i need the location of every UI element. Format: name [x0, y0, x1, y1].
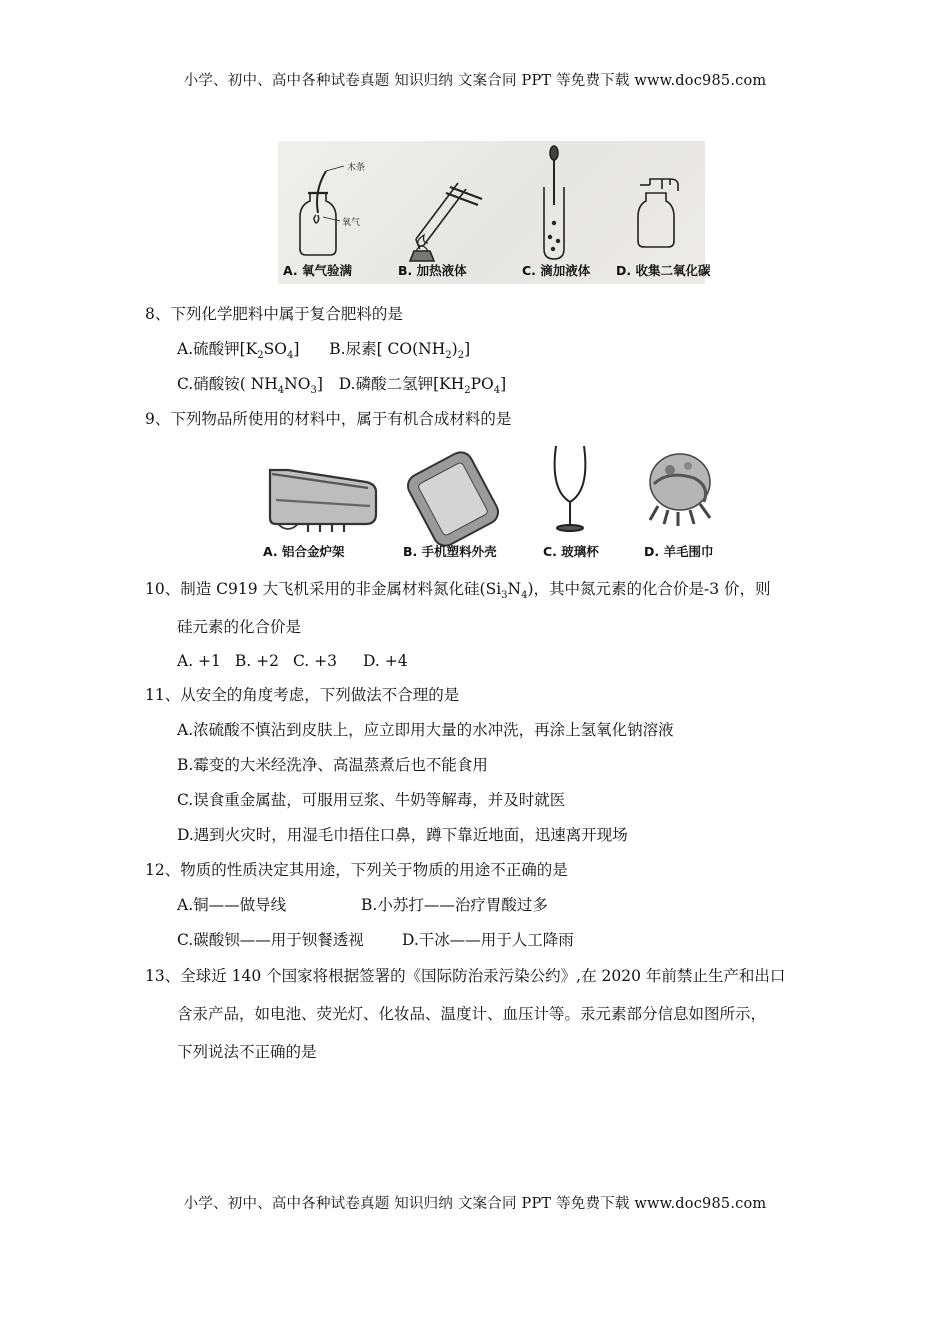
q13-stem-line3: 下列说法不正确的是 [177, 1043, 317, 1061]
q12-option-b: B.小苏打——治疗胃酸过多 [361, 896, 548, 914]
q11-option-a: A.浓硫酸不慎沾到皮肤上，应立即用大量的水冲洗，再涂上氢氧化钠溶液 [177, 721, 674, 739]
wool-scarf-icon [650, 454, 710, 526]
gas-bottle-icon [638, 179, 678, 247]
q10-option-b: B. +2 [234, 652, 279, 670]
q11-option-d: D.遇到火灾时，用湿毛巾捂住口鼻，蹲下靠近地面，迅速离开现场 [177, 826, 628, 844]
stove-rack-icon [270, 470, 376, 532]
page-header: 小学、初中、高中各种试卷真题 知识归纳 文案合同 PPT 等免费下载 www.doc985.com [183, 73, 767, 89]
q11-option-b: B.霉变的大米经洗净、高温蒸煮后也不能食用 [177, 756, 488, 774]
caption-d: D. 收集二氧化碳 [616, 263, 711, 278]
q13-stem-line2: 含汞产品，如电池、荧光灯、化妆品、温度计、血压计等。汞元素部分信息如图所示， [177, 1005, 767, 1023]
q8-option-b: B.尿素[ $CO(NH_2)_2$] [329, 340, 471, 362]
q11-option-c: C.误食重金属盐，可服用豆浆、牛奶等解毒，并及时就医 [177, 791, 566, 809]
q10-option-d: D. +4 [363, 652, 408, 670]
q8-option-d: D.磷酸二氢钾$[KH_2PO_4]$ [338, 375, 507, 397]
q9-caption-a: A. 铝合金炉架 [263, 544, 345, 559]
stick-label: 木条 [347, 163, 366, 173]
q9-caption-d: D. 羊毛围巾 [644, 544, 714, 559]
q9-stem: 9、下列物品所使用的材料中，属于有机合成材料的是 [145, 410, 512, 428]
lab-apparatus-figure [278, 141, 711, 284]
q12-option-a: A.铜——做导线 [177, 896, 287, 914]
caption-b: B. 加热液体 [398, 263, 467, 278]
q11-stem: 11、从安全的角度考虑，下列做法不合理的是 [145, 686, 460, 704]
heating-tube-icon [410, 183, 482, 261]
q12-stem: 12、物质的性质决定其用途，下列关于物质的用途不正确的是 [145, 861, 568, 879]
q8-stem: 8、下列化学肥料中属于复合肥料的是 [145, 305, 403, 323]
q12-option-d: D.干冰——用于人工降雨 [402, 931, 574, 949]
q10-stem-line2: 硅元素的化合价是 [177, 618, 302, 636]
q9-caption-b: B. 手机塑料外壳 [403, 544, 497, 559]
phone-case-icon [404, 448, 502, 550]
q13-stem-line1: 13、全球近 140 个国家将根据签署的《国际防治汞污染公约》,在 2020 年前禁止生产和出口 [145, 967, 786, 985]
oxygen-bottle-icon [300, 166, 344, 255]
caption-a: A. 氧气验满 [283, 263, 353, 278]
q8-options-line2 [177, 373, 506, 402]
materials-figure [258, 440, 728, 565]
q8-options-line1 [177, 338, 470, 367]
q10-option-c: C. +3 [293, 652, 338, 670]
q10-options [177, 650, 408, 672]
dropper-tube-icon [544, 146, 564, 259]
page-footer: 小学、初中、高中各种试卷真题 知识归纳 文案合同 PPT 等免费下载 www.doc985.com [183, 1196, 767, 1212]
q10-option-a: A. +1 [177, 652, 221, 670]
caption-c: C. 滴加液体 [522, 263, 591, 278]
q8-option-a: A.硫酸钾$[K_2SO_4]$ [177, 340, 300, 362]
q8-option-c: C.硝酸铵( $NH_4NO_3$] [177, 375, 323, 397]
q9-caption-c: C. 玻璃杯 [543, 544, 599, 559]
glass-cup-icon [555, 446, 586, 531]
oxygen-label: 氧气 [342, 218, 361, 228]
q12-option-c: C.碳酸钡——用于钡餐透视 [177, 931, 364, 949]
q10-stem-line1: 10、制造 C919 大飞机采用的非金属材料氮化硅$(Si_3N_4)$，其中氮元素的化合价是-3 价，则 [145, 580, 771, 602]
